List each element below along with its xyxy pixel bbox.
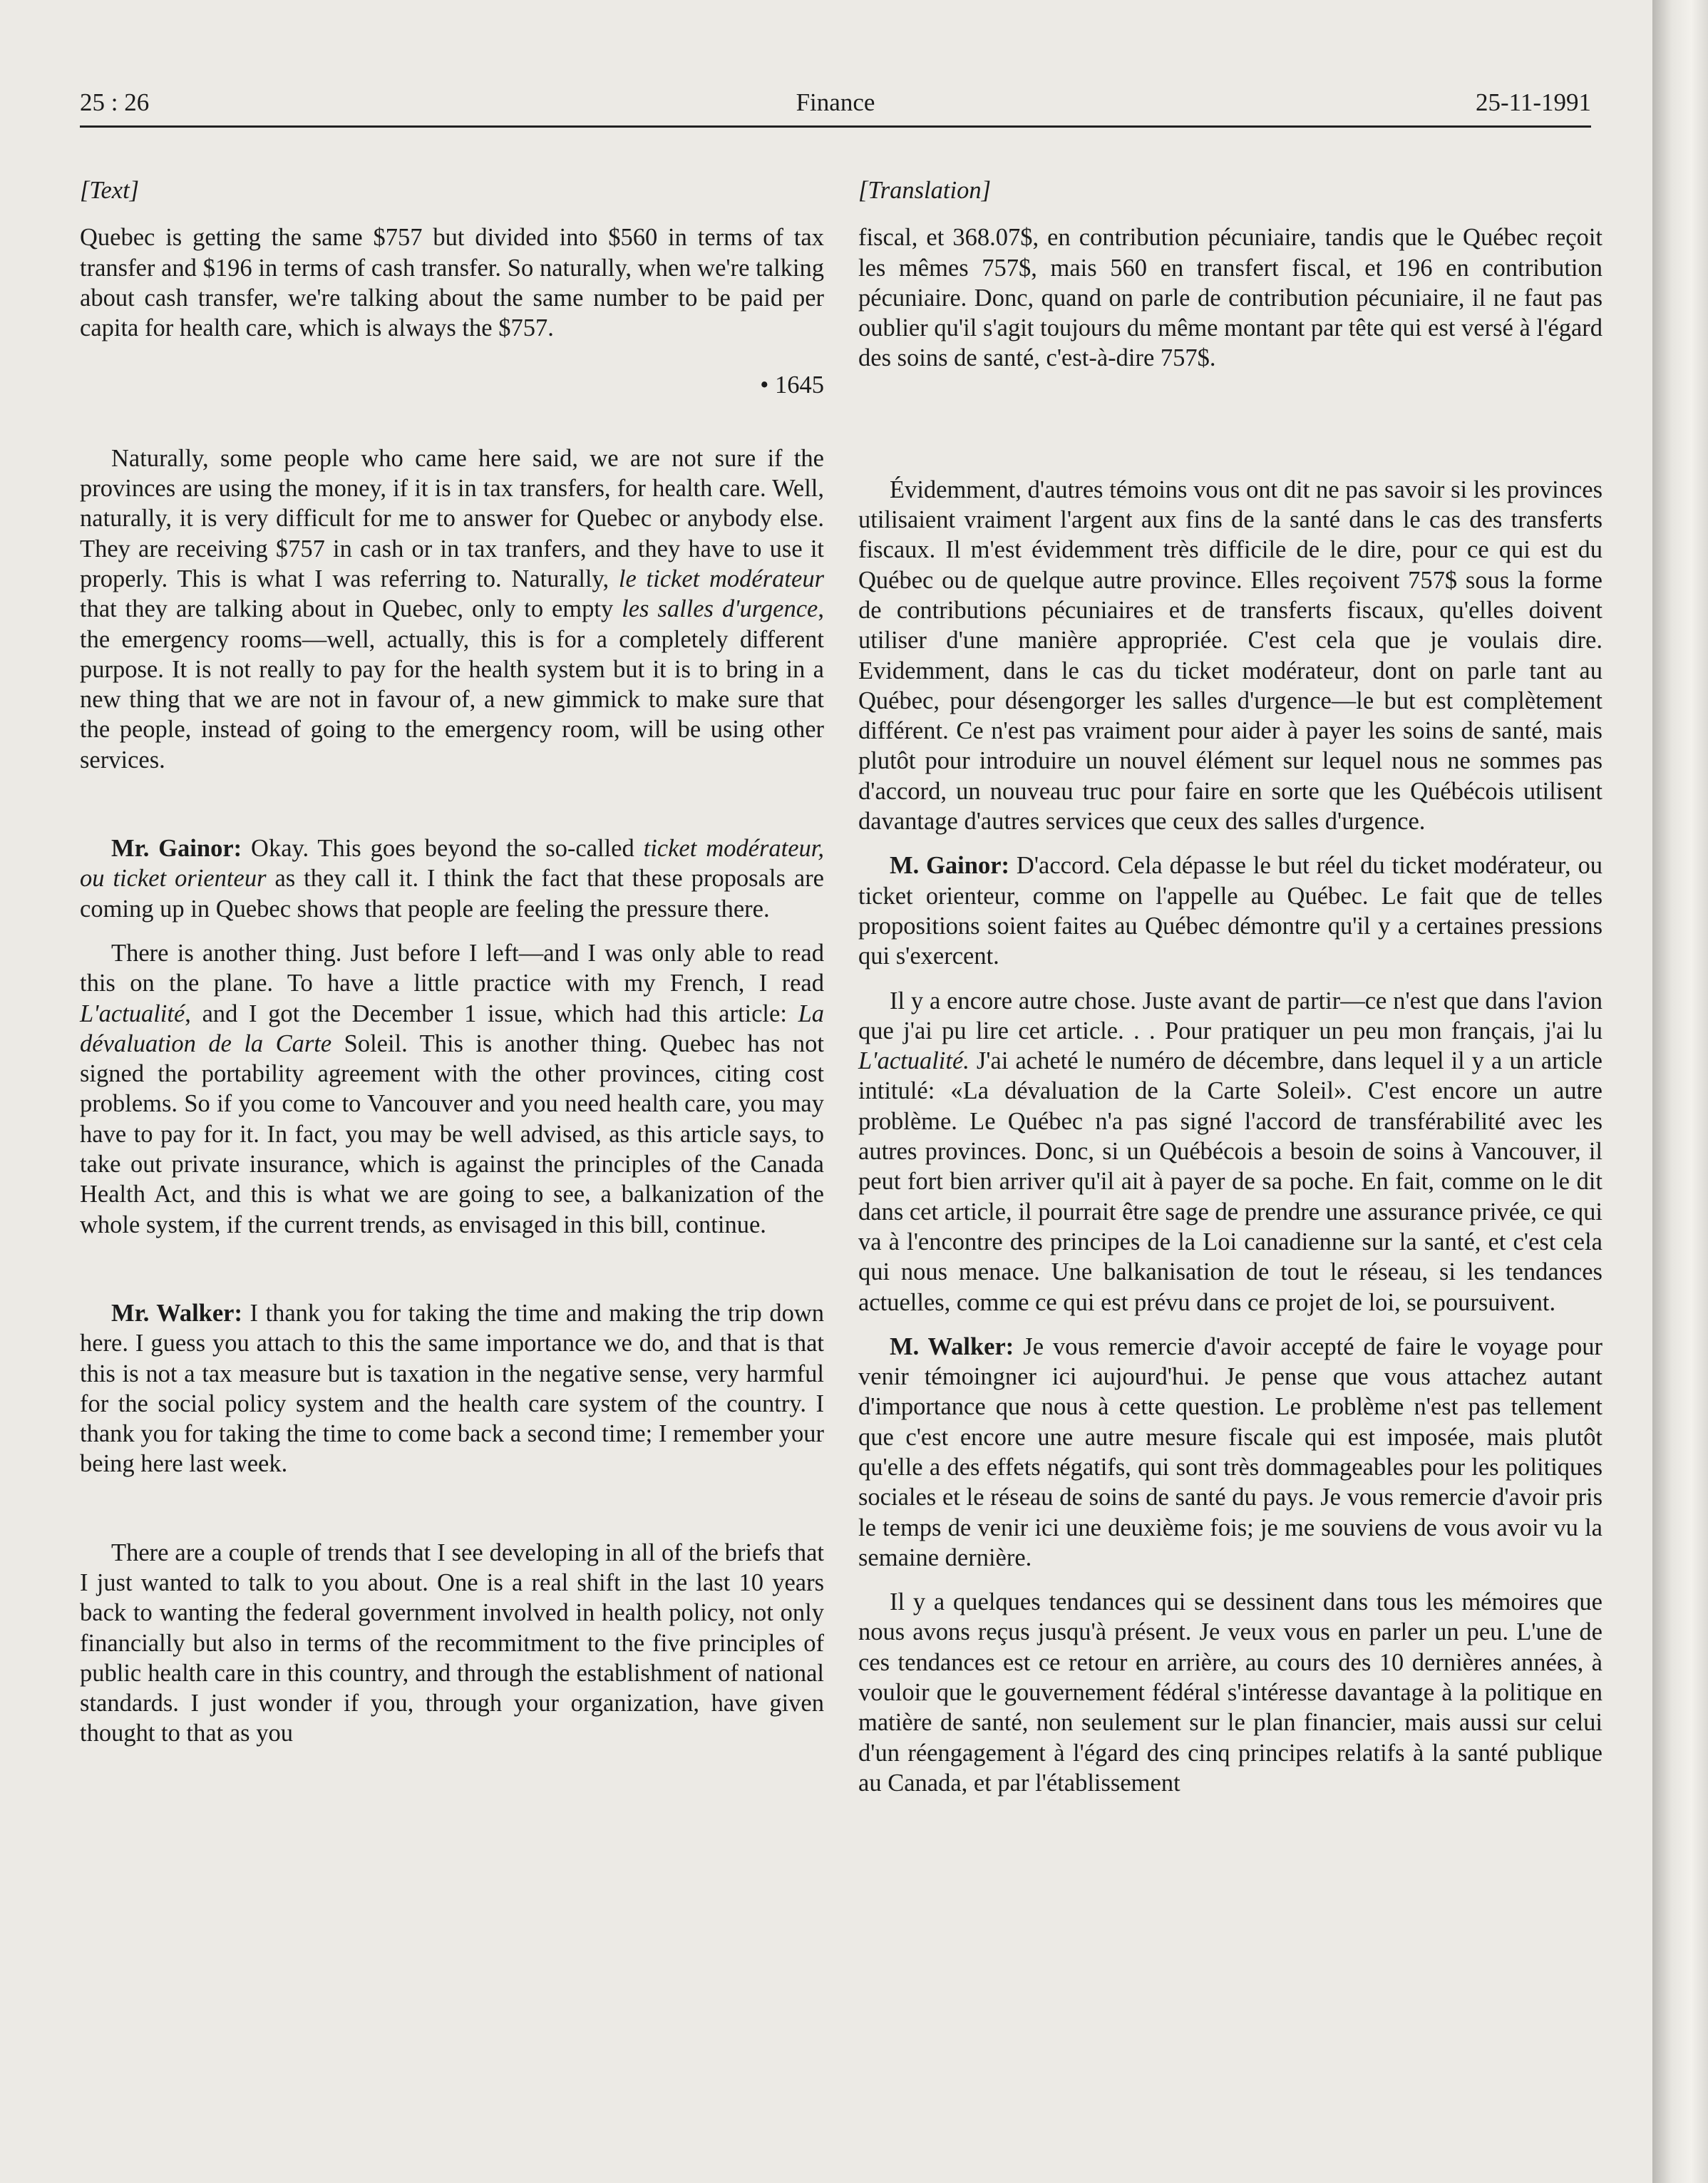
paragraph: There is another thing. Just before I left—and I was only able to read this on the plane. To have a little practice with my French, I read L'actualité, and I got the December 1 issue, which had this article: La dévaluation de la Carte Soleil. This is another thing. Quebec has not signed the portability agreement with the other provinces, citing cost problems. So if you come to Vancouver and you need health care, you may have to pay for it. In fact, you may be well advised, as this article says, to take out private insurance, which is against the principles of the Canada Health Act, and this is what we are going to see, a balkanization of the whole system, if the current trends, as envisaged in this bill, continue. (80, 939, 824, 1238)
speaker-name: Mr. Walker: (111, 1299, 242, 1327)
paragraph: Il y a quelques tendances qui se dessinent dans tous les mémoires que nous avons reçus jusqu'à présent. Je veux vous en parler un peu. L'une de ces tendances est ce retour en arrière, au cours des 10 dernières années, à vouloir que le gouvernement fédéral s'intéresse davantage à la politique en matière de santé, non seulement sur le plan financier, mais aussi sur celui d'un réengagement à l'égard des cinq principes relatifs à la santé publique au Canada, et par l'établissement (858, 1588, 1602, 1797)
english-column (80, 175, 824, 1749)
timestamp: • 1645 (760, 371, 824, 399)
paragraph: Mr. Gainor: Okay. This goes beyond the so-called ticket modérateur, ou ticket orienteur as they call it. I think the fact that these proposals are coming up in Quebec shows that people are feeling the pressure there. (80, 835, 824, 923)
paragraph: There are a couple of trends that I see developing in all of the briefs that I just wanted to talk to you about. One is a real shift in the last 10 years back to wanting the federal government involved in health policy, not only financially but also in terms of the recommitment to the five principles of public health care in this country, and through the establishment of national standards. I just wonder if you, through your organization, have given thought to that as you (80, 1539, 824, 1747)
paragraph: fiscal, et 368.07$, en contribution pécuniaire, tandis que le Québec reçoit les mêmes 757$, mais 560 en transfert fiscal, et 196 en contribution pécuniaire. Donc, quand on parle de contribution pécuniaire, il ne faut pas oublier qu'il s'agit toujours du même montant par tête qui est versé à l'égard des soins de santé, c'est-à-dire 757$. (858, 224, 1602, 372)
header-rule (80, 125, 1591, 128)
publication-title: Finance (796, 88, 875, 116)
text-tag: [Text] (80, 177, 140, 204)
paragraph: M. Gainor: D'accord. Cela dépasse le but réel du ticket modérateur, ou ticket orienteur, comme on l'appelle au Québec. Le fait que de telles propositions soient faites au Québec démontre qu'il y a certaines pressions qui s'exercent. (858, 852, 1602, 970)
french-column (858, 175, 1602, 1798)
page-number: 25 : 26 (80, 88, 150, 116)
page-binding-edge (1652, 0, 1708, 2183)
paragraph: Naturally, some people who came here said, we are not sure if the provinces are using the money, if it is in tax transfers, for health care. Well, naturally, it is very difficult for me to answer for Quebec or anybody else. They are receiving $757 in cash or in tax tranfers, and they have to use it properly. This is what I was referring to. Naturally, le ticket modérateur that they are talking about in Quebec, only to empty les salles d'urgence, the emergency rooms—well, actually, this is for a completely different purpose. It is not really to pay for the health system but it is to bring in a new thing that we are not in favour of, a new gimmick to make sure that the people, instead of going to the emergency room, will be using other services. (80, 444, 824, 774)
speaker-name: Mr. Gainor: (111, 835, 242, 863)
translation-tag: [Translation] (858, 177, 991, 204)
paragraph: Quebec is getting the same $757 but divided into $560 in terms of tax transfer and $196 in terms of cash transfer. So naturally, when we're talking about cash transfer, we're talking about the same number to be paid per capita for health care, which is always the $757. (80, 224, 824, 342)
speaker-name: M. Gainor: (890, 852, 1010, 880)
speaker-name: M. Walker: (890, 1332, 1014, 1360)
page-header (80, 88, 1591, 125)
paragraph: Il y a encore autre chose. Juste avant de partir—ce n'est que dans l'avion que j'ai pu lire cet article. . . Pour pratiquer un peu mon français, j'ai lu L'actualité. J'ai acheté le numéro de décembre, dans lequel il y a un article intitulé: «La dévaluation de la Carte Soleil». C'est encore un autre problème. Le Québec n'a pas signé l'accord de transférabilité avec les autres provinces. Donc, si un Québécois a besoin de soins à Vancouver, il peut fort bien arriver qu'il ait à payer de sa poche. En fait, comme on le dit dans cet article, il pourrait être sage de prendre une assurance privée, ce qui va à l'encontre des principes de la Loi canadienne sur la santé, et c'est cela qui nous menace. Une balkanisation de tout le réseau, si les tendances actuelles, comme ce qui est prévu dans ce projet de loi, se poursuivent. (858, 987, 1602, 1316)
publication-date: 25-11-1991 (1475, 88, 1591, 116)
paragraph: Évidemment, d'autres témoins vous ont dit ne pas savoir si les provinces utilisaient vraiment l'argent aux fins de la santé dans le cas des transferts fiscaux. Il m'est évidemment très difficile de le dire, pour ce qui est du Québec ou de quelque autre province. Elles reçoivent 757$ sous la forme de contributions pécuniaires et de transferts fiscaux, qu'elles doivent utiliser d'une manière appropriée. C'est cela que je voulais dire. Evidemment, dans le cas du ticket modérateur, dont on parle tant au Québec, pour désengorger les salles d'urgence—le but est complètement différent. Ce n'est pas vraiment pour aider à payer les soins de santé, mais plutôt pour introduire un nouvel élément sur lequel nous ne sommes pas d'accord, un nouveau truc pour faire en sorte que les Québécois utilisent davantage d'autres services que ceux des salles d'urgence. (858, 476, 1602, 836)
paragraph: M. Walker: Je vous remercie d'avoir accepté de faire le voyage pour venir témoingner ici aujourd'hui. Je pense que vous attachez autant d'importance que nous à cette question. Le problème n'est pas tellement que c'est encore une autre mesure fiscale qui est imposée, mais plutôt qu'elle a des effets négatifs, qui sont très dommageables pour les politiques sociales et le réseau de soins de santé du pays. Je vous remercie d'avoir pris le temps de venir ici une deuxième fois; je me souviens de vous avoir vu la semaine dernière. (858, 1332, 1602, 1571)
paragraph: Mr. Walker: I thank you for taking the time and making the trip down here. I guess you attach to this the same importance we do, and that is that this is not a tax measure but is taxation in the negative sense, very harmful for the social policy system and the health care system of the country. I thank you for taking the time to come back a second time; I remember your being here last week. (80, 1299, 824, 1478)
